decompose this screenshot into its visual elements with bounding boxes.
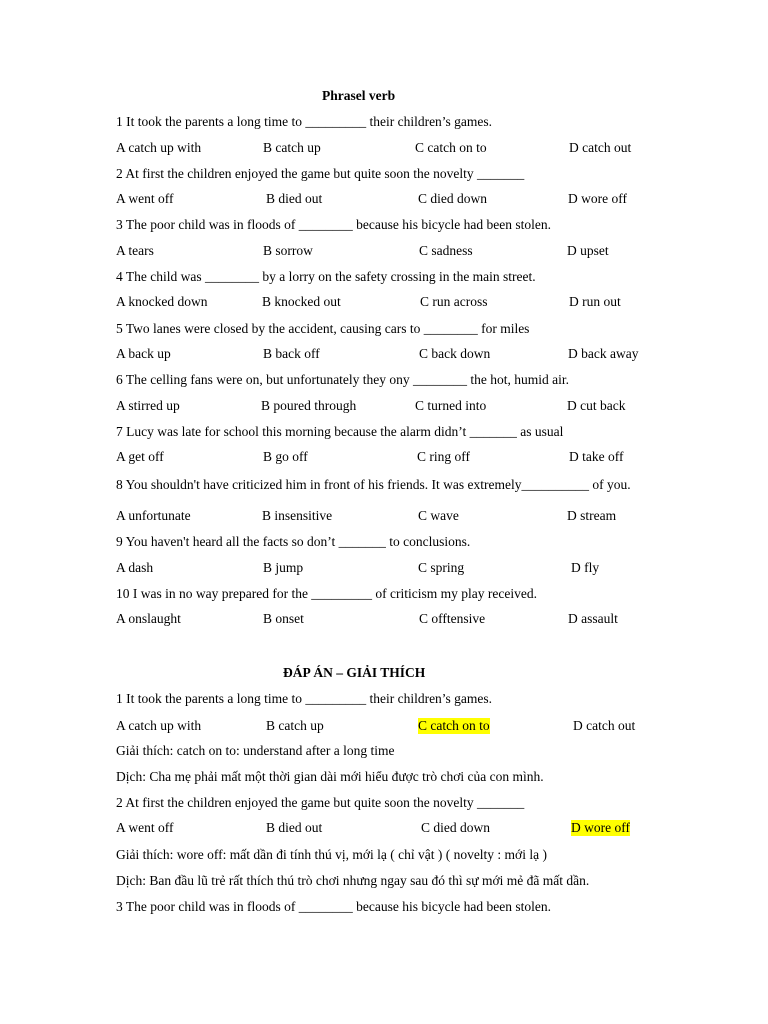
option-b: B died out	[266, 191, 323, 206]
question-10-options	[0, 611, 768, 629]
option-a: A tears	[116, 243, 154, 258]
option-b: B catch up	[263, 140, 321, 155]
option-b: B jump	[263, 560, 304, 575]
question-4-options	[0, 294, 768, 312]
option-c: C spring	[418, 560, 465, 575]
question-3-text: 3 The poor child was in floods of ________ because his bicycle had been stolen.	[116, 217, 552, 232]
answer-1-translation: Dịch: Cha mẹ phải mất một thời gian dài mới hiểu được trò chơi của con mình.	[116, 769, 544, 784]
option-d: D fly	[571, 560, 600, 575]
answers-title: ĐÁP ÁN – GIẢI THÍCH	[283, 665, 426, 680]
option-d: D stream	[567, 508, 617, 523]
question-3-options	[0, 243, 768, 261]
option-c: C sadness	[419, 243, 473, 258]
answer-3-question: 3 The poor child was in floods of ________ because his bicycle had been stolen.	[116, 899, 552, 914]
option-b: B catch up	[266, 718, 324, 733]
answer-2-options	[0, 820, 768, 838]
option-c: C back down	[419, 346, 491, 361]
option-d-correct: D wore off	[571, 820, 630, 835]
option-d: D take off	[569, 449, 624, 464]
question-7-options	[0, 449, 768, 467]
answer-1-explanation: Giải thích: catch on to: understand after a long time	[116, 743, 395, 758]
question-8-text: 8 You shouldn't have criticized him in front of his friends. It was extremely__________ of you.	[116, 477, 631, 492]
option-c: C died down	[418, 191, 487, 206]
option-d: D wore off	[568, 191, 627, 206]
question-1-options	[0, 140, 768, 158]
question-2-text: 2 At first the children enjoyed the game but quite soon the novelty _______	[116, 166, 525, 181]
question-4-text: 4 The child was ________ by a lorry on the safety crossing in the main street.	[116, 269, 536, 284]
option-c: C catch on to	[415, 140, 487, 155]
option-a: A onslaught	[116, 611, 181, 626]
option-a: A catch up with	[116, 718, 202, 733]
question-6-options	[0, 398, 768, 416]
option-a: A catch up with	[116, 140, 202, 155]
option-b: B sorrow	[263, 243, 313, 258]
option-b: B insensitive	[262, 508, 333, 523]
question-9-text: 9 You haven't heard all the facts so don’t _______ to conclusions.	[116, 534, 471, 549]
option-b: B knocked out	[262, 294, 341, 309]
option-a: A unfortunate	[116, 508, 191, 523]
option-a: A dash	[116, 560, 154, 575]
question-10-text: 10 I was in no way prepared for the _________ of criticism my play received.	[116, 586, 537, 601]
option-b: B died out	[266, 820, 323, 835]
option-b: B poured through	[261, 398, 357, 413]
answer-2-translation: Dịch: Ban đầu lũ trẻ rất thích thú trò chơi nhưng ngay sau đó thì sự mới mẻ đã mất dần.	[116, 873, 590, 888]
option-b: B go off	[263, 449, 308, 464]
answer-1-question: 1 It took the parents a long time to _________ their children’s games.	[116, 691, 493, 706]
question-6-text: 6 The celling fans were on, but unfortunately they ony ________ the hot, humid air.	[116, 372, 570, 387]
question-5-text: 5 Two lanes were closed by the accident, causing cars to ________ for miles	[116, 321, 530, 336]
option-d: D upset	[567, 243, 609, 258]
option-d: D run out	[569, 294, 621, 309]
option-d: D catch out	[569, 140, 632, 155]
option-c: C turned into	[415, 398, 487, 413]
question-9-options	[0, 560, 768, 578]
answer-2-explanation: Giải thích: wore off: mất dần đi tính thú vị, mới lạ ( chỉ vật ) ( novelty : mới lạ )	[116, 847, 547, 862]
question-2-options	[0, 191, 768, 209]
option-b: B onset	[263, 611, 304, 626]
question-5-options	[0, 346, 768, 364]
option-c: C run across	[420, 294, 488, 309]
option-a: A get off	[116, 449, 164, 464]
option-a: A went off	[116, 191, 174, 206]
option-a: A knocked down	[116, 294, 208, 309]
answer-2-question: 2 At first the children enjoyed the game but quite soon the novelty _______	[116, 795, 525, 810]
option-d: D cut back	[567, 398, 626, 413]
answer-1-options	[0, 718, 768, 736]
option-c: C offtensive	[419, 611, 486, 626]
option-a: A went off	[116, 820, 174, 835]
option-b: B back off	[263, 346, 320, 361]
question-8-options	[0, 508, 768, 526]
option-d: D back away	[568, 346, 639, 361]
question-7-text: 7 Lucy was late for school this morning because the alarm didn’t _______ as usual	[116, 424, 564, 439]
option-c-correct: C catch on to	[418, 718, 490, 733]
option-d: D catch out	[573, 718, 636, 733]
option-a: A stirred up	[116, 398, 180, 413]
option-c: C died down	[421, 820, 490, 835]
option-c: C wave	[418, 508, 459, 523]
option-a: A back up	[116, 346, 171, 361]
question-1-text: 1 It took the parents a long time to _________ their children’s games.	[116, 114, 493, 129]
document-title: Phrasel verb	[322, 88, 396, 103]
option-c: C ring off	[417, 449, 470, 464]
option-d: D assault	[568, 611, 618, 626]
